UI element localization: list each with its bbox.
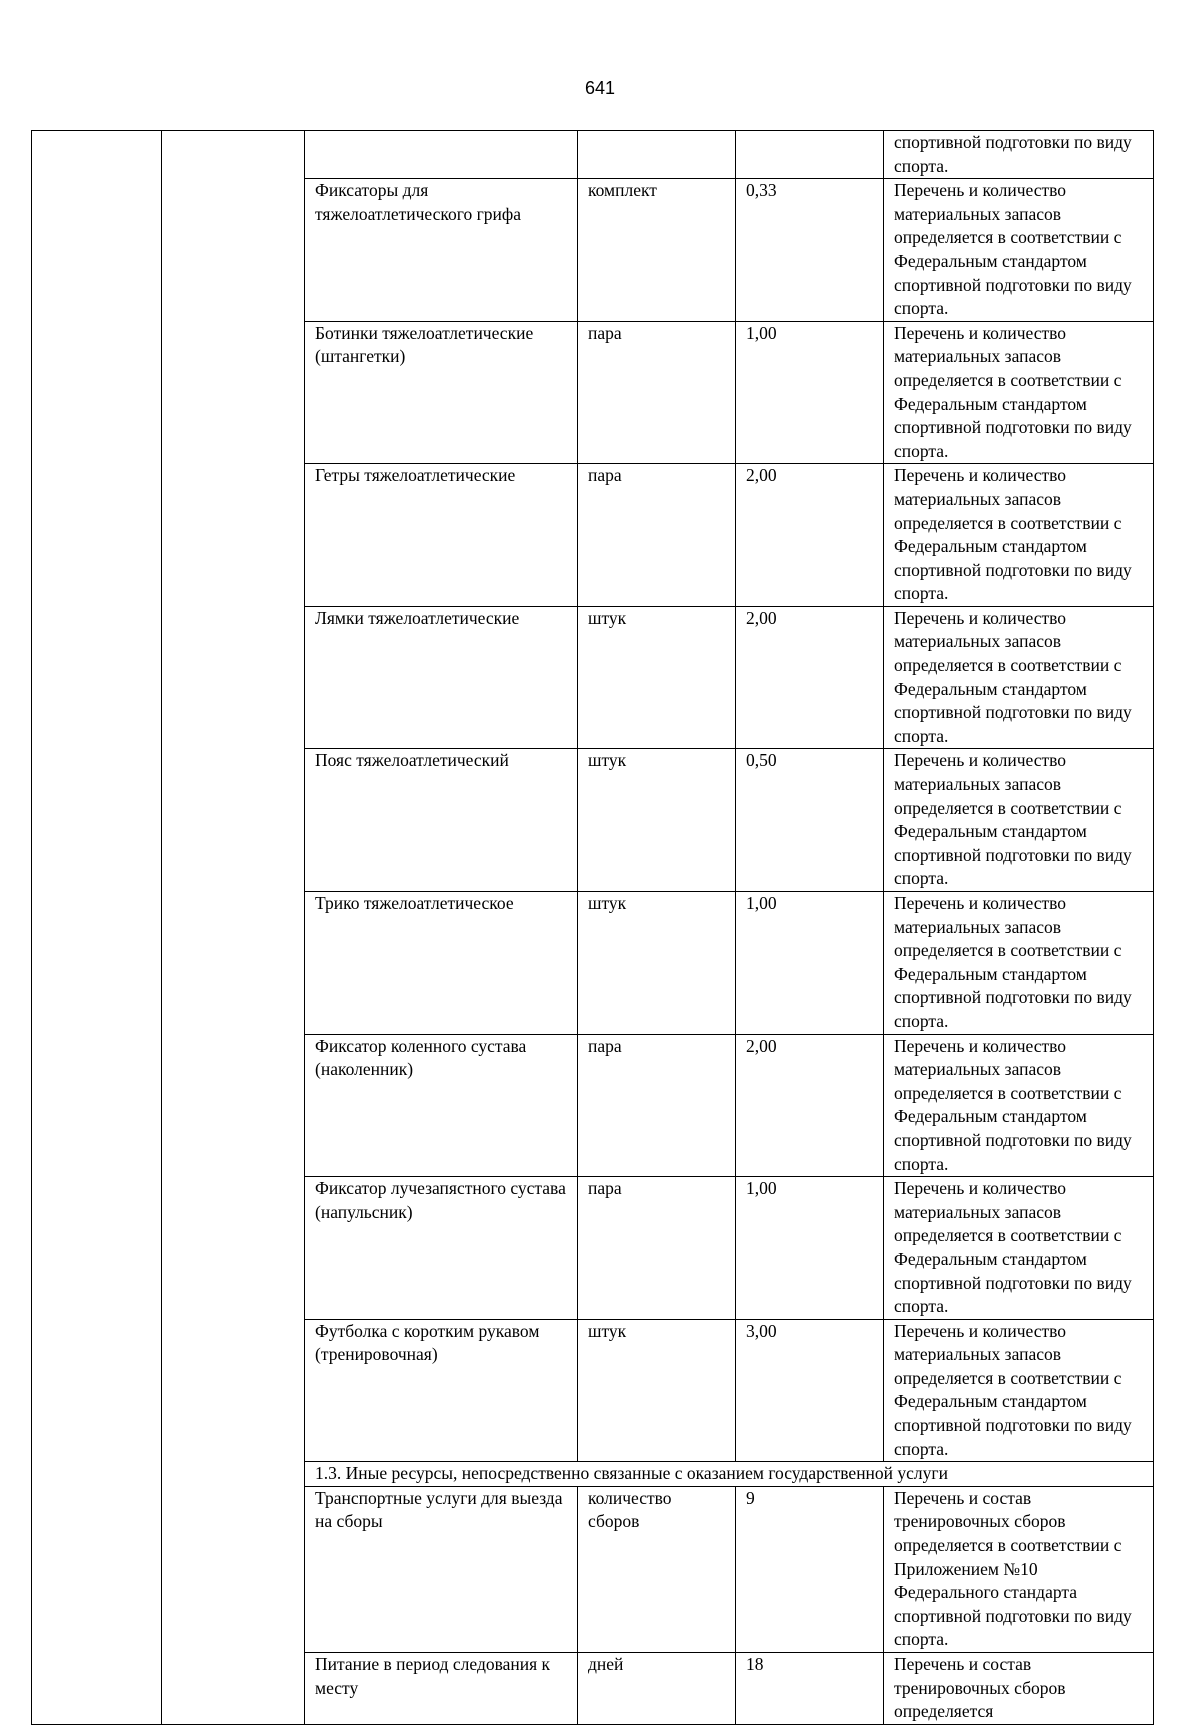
item-qty: 0,33 (736, 179, 884, 322)
item-note: Перечень и состав тренировочных сборов определяется (884, 1653, 1154, 1725)
item-note: Перечень и количество материальных запасов определяется в соответствии с Федеральным стандартом спортивной подготовки по виду спорта. (884, 606, 1154, 749)
item-qty: 2,00 (736, 1034, 884, 1177)
item-unit: пара (578, 464, 736, 607)
item-unit: пара (578, 321, 736, 464)
item-qty: 1,00 (736, 892, 884, 1035)
item-note: спортивной подготовки по виду спорта. (884, 131, 1154, 179)
item-name: Гетры тяжелоатлетические (305, 464, 578, 607)
item-qty: 2,00 (736, 606, 884, 749)
item-qty: 2,00 (736, 464, 884, 607)
empty-col-2 (162, 131, 305, 1725)
item-unit: дней (578, 1653, 736, 1725)
item-qty: 1,00 (736, 321, 884, 464)
item-unit (578, 131, 736, 179)
item-note: Перечень и количество материальных запасов определяется в соответствии с Федеральным стандартом спортивной подготовки по виду спорта. (884, 1177, 1154, 1320)
item-note: Перечень и количество материальных запасов определяется в соответствии с Федеральным стандартом спортивной подготовки по виду спорта. (884, 321, 1154, 464)
item-name (305, 131, 578, 179)
item-unit: пара (578, 1034, 736, 1177)
empty-col-1 (32, 131, 162, 1725)
item-note: Перечень и количество материальных запасов определяется в соответствии с Федеральным стандартом спортивной подготовки по виду спорта. (884, 464, 1154, 607)
item-qty (736, 131, 884, 179)
section-title: 1.3. Иные ресурсы, непосредственно связанные с оказанием государственной услуги (305, 1462, 1154, 1487)
item-unit: количество сборов (578, 1486, 736, 1652)
resources-table (31, 130, 1154, 1725)
item-name: Ботинки тяжелоатлетические (штангетки) (305, 321, 578, 464)
item-unit: штук (578, 749, 736, 892)
item-name: Пояс тяжелоатлетический (305, 749, 578, 892)
item-qty: 1,00 (736, 1177, 884, 1320)
item-note: Перечень и количество материальных запасов определяется в соответствии с Федеральным стандартом спортивной подготовки по виду спорта. (884, 1319, 1154, 1462)
item-qty: 0,50 (736, 749, 884, 892)
item-note: Перечень и количество материальных запасов определяется в соответствии с Федеральным стандартом спортивной подготовки по виду спорта. (884, 1034, 1154, 1177)
item-unit: пара (578, 1177, 736, 1320)
item-name: Трико тяжелоатлетическое (305, 892, 578, 1035)
table-row (32, 131, 1154, 179)
item-name: Лямки тяжелоатлетические (305, 606, 578, 749)
item-name: Питание в период следования к месту (305, 1653, 578, 1725)
page-number: 641 (584, 78, 616, 98)
item-name: Фиксаторы для тяжелоатлетического грифа (305, 179, 578, 322)
item-name: Фиксатор коленного сустава (наколенник) (305, 1034, 578, 1177)
item-note: Перечень и количество материальных запасов определяется в соответствии с Федеральным стандартом спортивной подготовки по виду спорта. (884, 179, 1154, 322)
item-name: Транспортные услуги для выезда на сборы (305, 1486, 578, 1652)
item-unit: комплект (578, 179, 736, 322)
item-name: Фиксатор лучезапястного сустава (напульсник) (305, 1177, 578, 1320)
item-note: Перечень и состав тренировочных сборов определяется в соответствии с Приложением №10 Федерального стандарта спортивной подготовки по виду спорта. (884, 1486, 1154, 1652)
item-qty: 18 (736, 1653, 884, 1725)
item-name: Футболка с коротким рукавом (тренировочная) (305, 1319, 578, 1462)
item-unit: штук (578, 606, 736, 749)
item-qty: 3,00 (736, 1319, 884, 1462)
item-unit: штук (578, 892, 736, 1035)
item-note: Перечень и количество материальных запасов определяется в соответствии с Федеральным стандартом спортивной подготовки по виду спорта. (884, 892, 1154, 1035)
item-note: Перечень и количество материальных запасов определяется в соответствии с Федеральным стандартом спортивной подготовки по виду спорта. (884, 749, 1154, 892)
item-unit: штук (578, 1319, 736, 1462)
item-qty: 9 (736, 1486, 884, 1652)
